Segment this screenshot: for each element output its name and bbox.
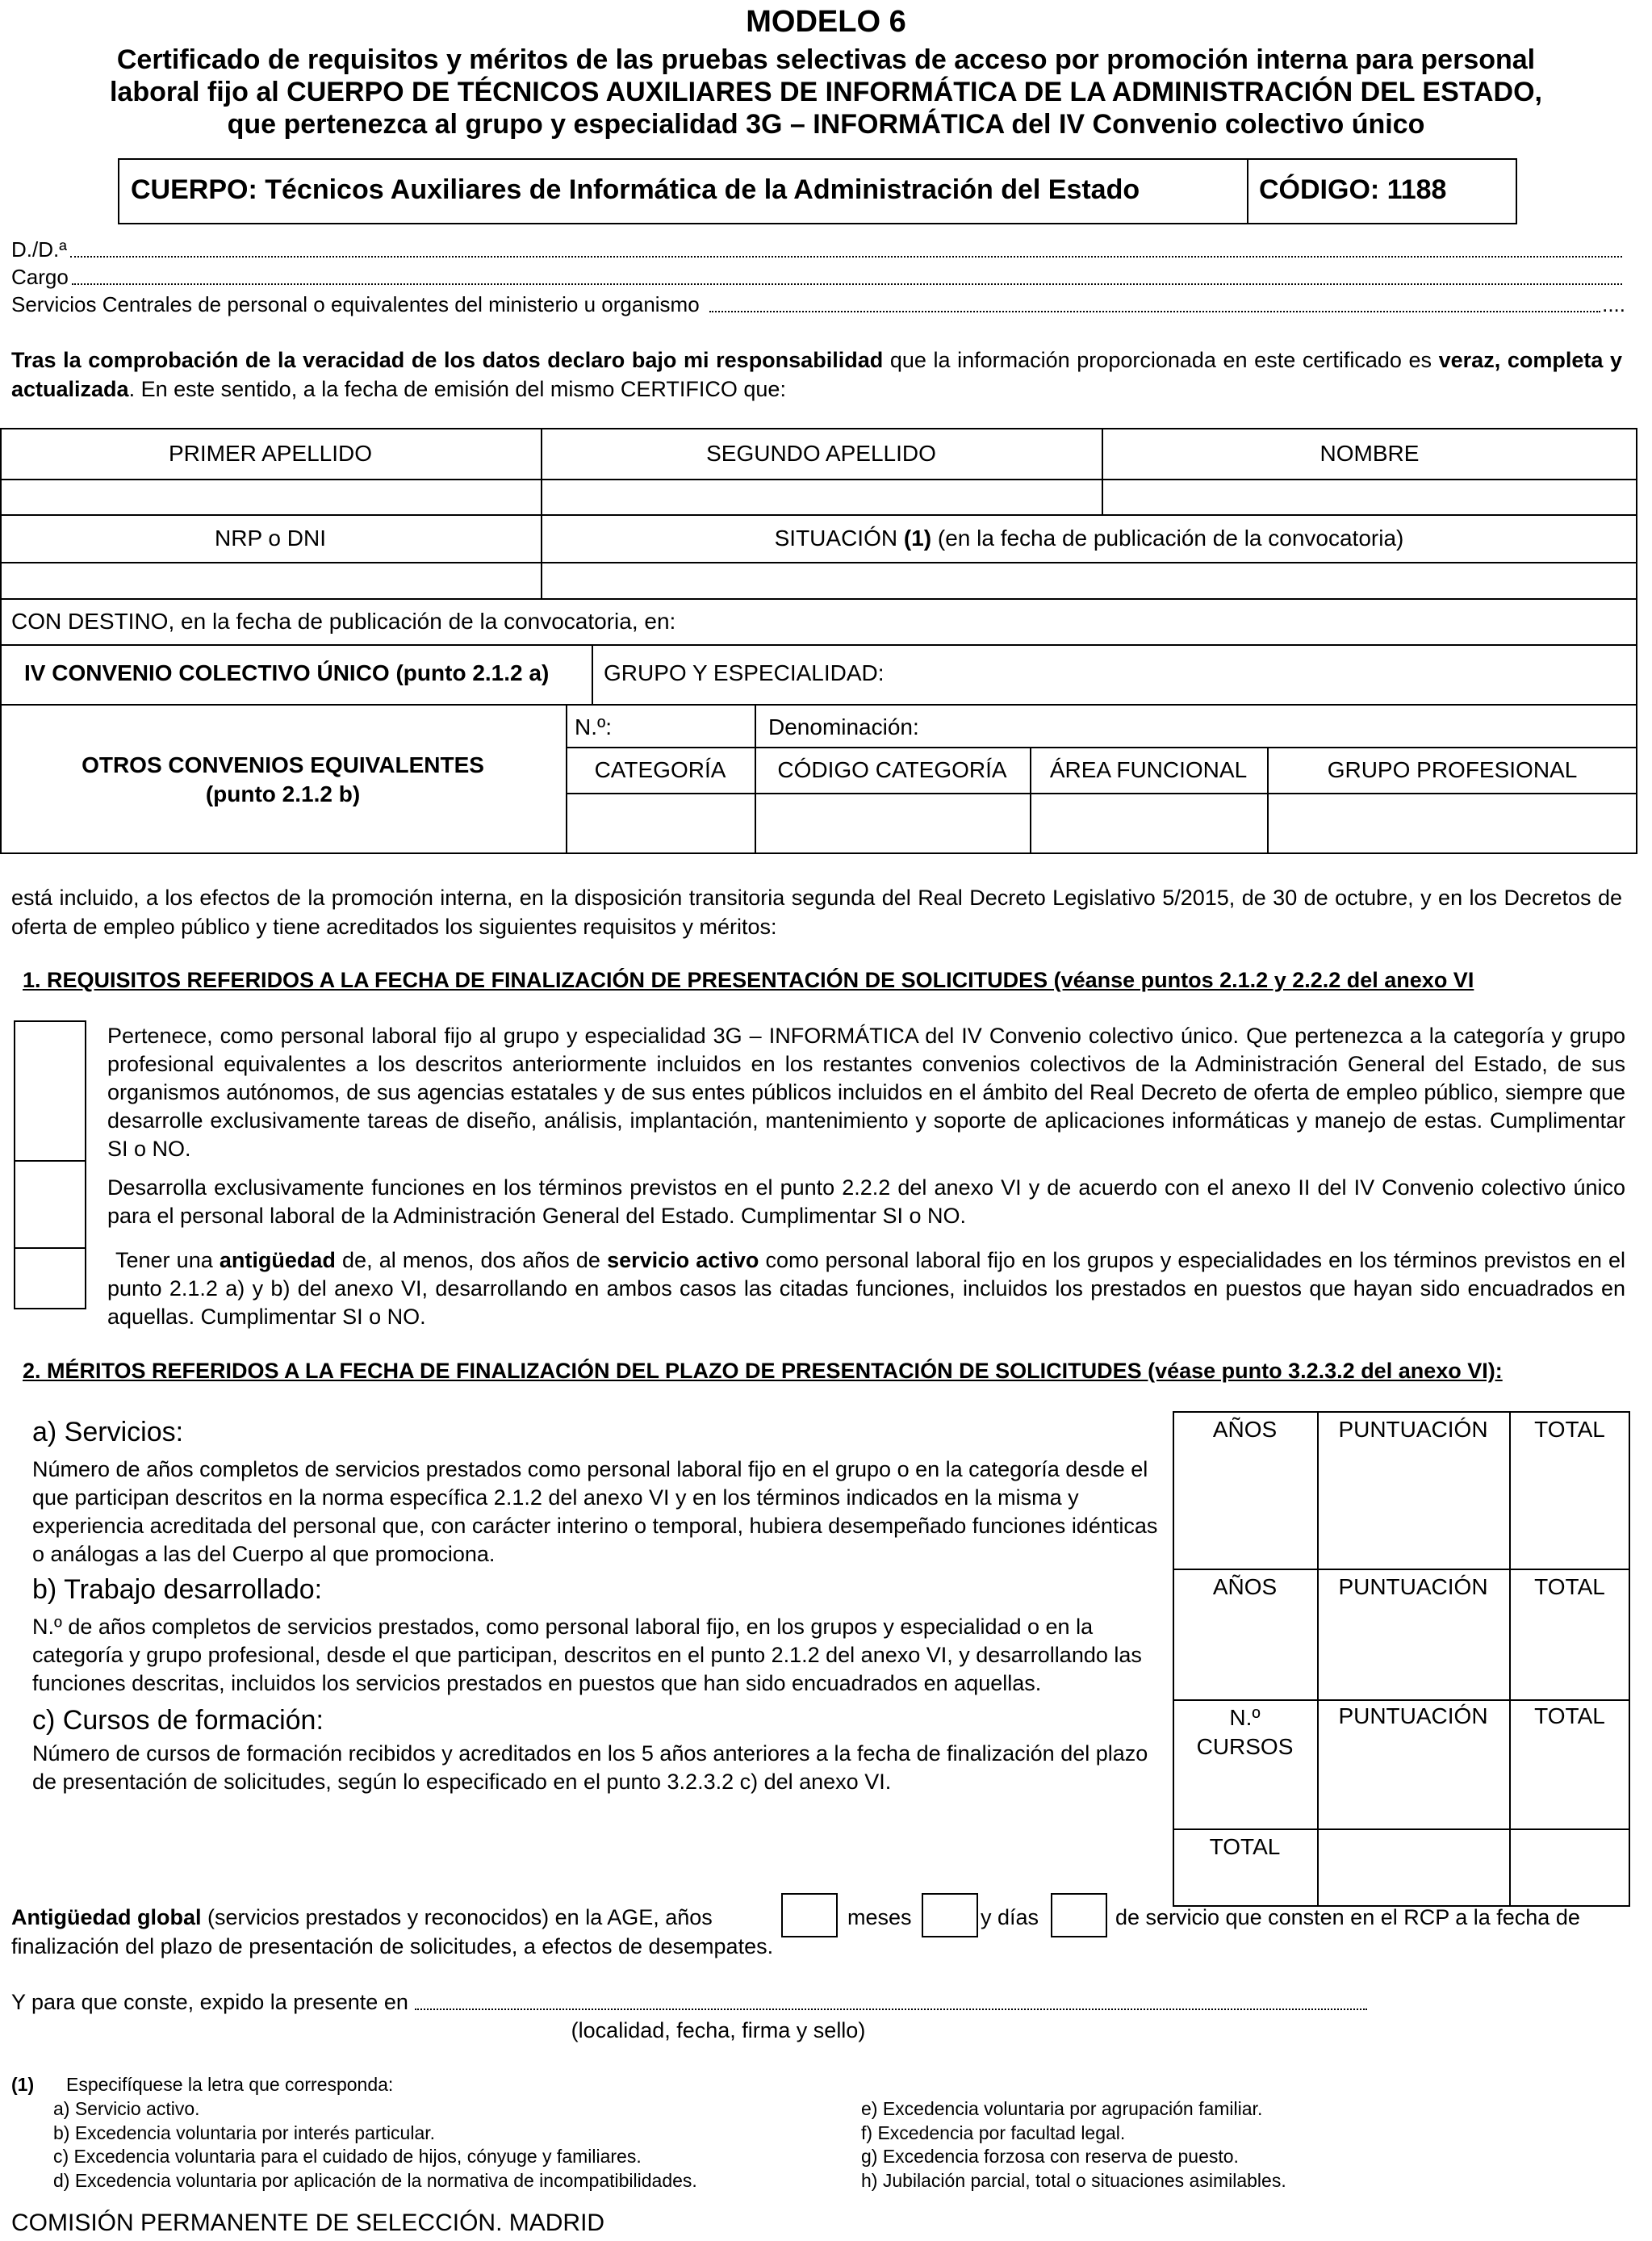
input-grupo-profesional[interactable] xyxy=(1269,794,1636,852)
input-segundo-apellido[interactable] xyxy=(542,480,1100,513)
field-servicios-label: Servicios Centrales de personal o equivalentes del ministerio u organismo xyxy=(11,292,700,316)
header-segundo-apellido: SEGUNDO APELLIDO xyxy=(706,440,936,466)
input-nrp-dni[interactable] xyxy=(2,563,539,597)
header-grupo-profesional: GRUPO PROFESIONAL xyxy=(1327,756,1578,782)
t1-vline-3 xyxy=(592,644,593,704)
req-3-part-a: Tener una xyxy=(115,1248,220,1272)
expido-label: Y para que conste, expido la presente en xyxy=(11,1990,408,2014)
req-1-checkbox[interactable] xyxy=(15,1022,85,1159)
a-puntuacion-input[interactable] xyxy=(1319,1449,1508,1567)
expido-dots xyxy=(415,2009,1367,2010)
input-codigo-categoria[interactable] xyxy=(756,794,1028,852)
merito-b-title: b) Trabajo desarrollado: xyxy=(32,1574,323,1605)
req-1-text: Pertenece, como personal laboral fijo al grupo y especialidad 3G – INFORMÁTICA del IV Convenio colectivo único. Que pertenezca a la categoría y grupo profesional equivalentes a los descritos anteriormente incluidos en los restantes convenios colectivos de la Administración General del Estado, de sus organismos autónomos, de sus agencias estatales y de sus entes públicos incluidos en el ámbito del Real Decreto de oferta de empleo público, siempre que desarrolle exclusivamente tareas de diseño, análisis, implantación, mantenimiento y soporte de aplicaciones informáticas y manejo de estas. Cumplimentar SI o NO. xyxy=(107,1024,1625,1161)
antiguedad-text-2: de servicio que consten en el RCP a la fecha de xyxy=(1115,1905,1580,1929)
field-dd-label: D./D.ª xyxy=(11,237,67,262)
footnote-number: (1) xyxy=(11,2074,35,2095)
grand-total-label: TOTAL xyxy=(1209,1834,1281,1859)
antiguedad-line-2: finalización del plazo de presentación de solicitudes, a efectos de desempates. xyxy=(11,1934,774,1958)
req-2-checkbox[interactable] xyxy=(15,1162,85,1246)
a-total-header: TOTAL xyxy=(1534,1417,1605,1442)
expido-field[interactable] xyxy=(11,1990,1367,2015)
footnote-item-h: h) Jubilación parcial, total o situaciones asimilables. xyxy=(861,2169,1286,2191)
merito-b-text: N.º de años completos de servicios prestados, como personal laboral fijo, en los grupos y especialidad o en la categoría y grupo profesional, desde el que participan, descritos en el punto 2.1.2 del anexo VI, y desarrollando las funciones descritas, incluidos los servicios prestados en puestos que han sido encuadrados en aquellas. xyxy=(32,1615,1142,1695)
otros-convenios-line-1: OTROS CONVENIOS EQUIVALENTES xyxy=(82,752,484,777)
merito-a-text: Número de años completos de servicios prestados como personal laboral fijo en el grupo o en la categoría desde el que participan descritos en la norma específica 2.1.2 del anexo VI y en los términos indicados en la misma y experiencia acreditada del personal que, con carácter interino o temporal, hubiera desempeñado funciones idénticas o análogas a las del Cuerpo al que promociona. xyxy=(32,1457,1158,1566)
c-puntuacion-header: PUNTUACIÓN xyxy=(1338,1703,1488,1728)
b-anos-header: AÑOS xyxy=(1212,1574,1278,1599)
c-n-cursos-line-1: N.º xyxy=(1229,1705,1261,1730)
antiguedad-bold: Antigüedad global xyxy=(11,1905,202,1929)
req-3-checkbox[interactable] xyxy=(15,1249,85,1308)
model-title: MODELO 6 xyxy=(746,5,906,39)
b-anos-input[interactable] xyxy=(1174,1606,1315,1698)
footnote-item-b: b) Excedencia voluntaria por interés particular. xyxy=(53,2122,436,2143)
grand-total-puntuacion-input[interactable] xyxy=(1319,1830,1508,1905)
situacion-footnote-ref: (1) xyxy=(903,525,932,551)
field-dd[interactable] xyxy=(11,237,1622,262)
input-categoria[interactable] xyxy=(567,794,753,852)
b-total-header: TOTAL xyxy=(1534,1574,1605,1599)
input-area-funcional[interactable] xyxy=(1031,794,1265,852)
antiguedad-meses-label: meses xyxy=(847,1905,912,1929)
header-nrp-dni: NRP o DNI xyxy=(215,525,326,551)
field-servicios-dots xyxy=(709,311,1600,312)
t1-line-4 xyxy=(0,598,1637,600)
field-servicios-tail: .... xyxy=(1602,292,1625,316)
antiguedad-dias-box[interactable] xyxy=(1051,1893,1107,1937)
antiguedad-meses-box[interactable] xyxy=(922,1893,978,1937)
situacion-detail: (en la fecha de publicación de la convocatoria) xyxy=(931,525,1404,551)
input-situacion[interactable] xyxy=(542,563,1636,597)
a-anos-header: AÑOS xyxy=(1212,1417,1278,1442)
header-primer-apellido: PRIMER APELLIDO xyxy=(168,440,373,466)
cuerpo-codigo: CÓDIGO: 1188 xyxy=(1259,174,1447,205)
header-nombre: NOMBRE xyxy=(1320,440,1420,466)
footnote-right-list xyxy=(861,2097,1286,2193)
header-codigo-categoria: CÓDIGO CATEGORÍA xyxy=(777,756,1007,782)
merito-a-title: a) Servicios: xyxy=(32,1417,184,1447)
footnote-item-e: e) Excedencia voluntaria por agrupación familiar. xyxy=(861,2098,1263,2119)
antiguedad-text-1: (servicios prestados y reconocidos) en la AGE, años xyxy=(201,1905,713,1929)
numero-label: N.º: xyxy=(575,714,613,739)
con-destino-label: CON DESTINO, en la fecha de publicación de la convocatoria, en: xyxy=(11,609,676,634)
declaration-text-2: . En este sentido, a la fecha de emisión del mismo CERTIFICO que: xyxy=(128,377,786,401)
document-title xyxy=(0,44,1652,140)
field-servicios[interactable] xyxy=(11,292,1625,317)
header-categoria: CATEGORÍA xyxy=(594,756,726,782)
req-3-part-e: como personal laboral fijo en los grupos y especialidades en los términos previstos en el punto 2.1.2 a) y b) del anexo VI, desarrollando en ambos casos las citadas funciones, incluidos los prestados en puestos que hayan sido encuadrados en aquellas. Cumplimentar SI o NO. xyxy=(107,1248,1626,1329)
declaration-text xyxy=(11,346,1622,404)
denominacion-label: Denominación: xyxy=(768,714,919,739)
section-1-heading: 1. REQUISITOS REFERIDOS A LA FECHA DE FINALIZACIÓN DE PRESENTACIÓN DE SOLICITUDES (véanse puntos 2.1.2 y 2.2.2 del anexo VI xyxy=(23,968,1474,992)
meritos-hline-2 xyxy=(1173,1699,1630,1701)
c-total-header: TOTAL xyxy=(1534,1703,1605,1728)
declaration-bold-1: Tras la comprobación de la veracidad de los datos declaro bajo mi responsabilidad xyxy=(11,348,884,372)
footnote-item-a: a) Servicio activo. xyxy=(53,2098,200,2119)
cuerpo-divider xyxy=(1247,158,1248,224)
b-puntuacion-header: PUNTUACIÓN xyxy=(1338,1574,1488,1599)
declaration-bold-2: veraz, completa y actualizada xyxy=(11,348,1622,401)
footnote-intro: Especifíquese la letra que corresponda: xyxy=(66,2074,394,2095)
incluido-text: está incluido, a los efectos de la promoción interna, en la disposición transitoria segunda del Real Decreto Legislativo 5/2015, de 30 de octubre, y en los Decretos de oferta de empleo público y tiene acreditados los siguientes requisitos y méritos: xyxy=(11,886,1622,939)
section-2-heading: 2. MÉRITOS REFERIDOS A LA FECHA DE FINALIZACIÓN DEL PLAZO DE PRESENTACIÓN DE SOLICITUDES (véase punto 3.2.3.2 del anexo VI): xyxy=(23,1359,1503,1383)
merito-c-text: Número de cursos de formación recibidos y acreditados en los 5 años anteriores a la fecha de finalización del plazo de presentación de solicitudes, según lo especificado en el punto 3.2.3.2 c) del anexo VI. xyxy=(32,1741,1148,1794)
field-cargo-dots xyxy=(72,283,1622,285)
req-3-part-c: de, al menos, dos años de xyxy=(335,1248,608,1272)
field-dd-dots xyxy=(70,256,1622,258)
antiguedad-anos-box[interactable] xyxy=(781,1893,838,1937)
field-cargo-label: Cargo xyxy=(11,265,69,289)
input-primer-apellido[interactable] xyxy=(2,480,539,513)
title-line-1: Certificado de requisitos y méritos de las pruebas selectivas de acceso por promoción interna para personal xyxy=(116,44,1536,75)
header-situacion xyxy=(541,514,1637,562)
footnote-item-f: f) Excedencia por facultad legal. xyxy=(861,2122,1126,2143)
otros-convenios-label xyxy=(0,751,566,809)
req-2-text: Desarrolla exclusivamente funciones en los términos previstos en el punto 2.2.2 del anexo VI y de acuerdo con el anexo II del IV Convenio colectivo único para el personal laboral de la Administración General del Estado. Cumplimentar SI o NO. xyxy=(107,1175,1625,1228)
expido-caption: (localidad, fecha, firma y sello) xyxy=(571,2018,866,2042)
b-total-input[interactable] xyxy=(1511,1606,1629,1698)
declaration-text-1: que la información proporcionada en este certificado es xyxy=(883,348,1439,372)
b-puntuacion-input[interactable] xyxy=(1319,1606,1508,1698)
antiguedad-line-1 xyxy=(11,1905,713,1930)
c-total-input[interactable] xyxy=(1511,1768,1629,1827)
req-3-servicio-activo: servicio activo xyxy=(607,1248,759,1272)
footnote-item-c: c) Excedencia voluntaria para el cuidado de hijos, cónyuge y familiares. xyxy=(53,2146,642,2167)
input-nombre[interactable] xyxy=(1103,480,1636,513)
merito-c-title: c) Cursos de formación: xyxy=(32,1705,324,1736)
c-cursos-input[interactable] xyxy=(1174,1768,1315,1827)
c-n-cursos-line-2: CURSOS xyxy=(1196,1734,1294,1759)
t1-line-5 xyxy=(0,644,1637,646)
situacion-label: SITUACIÓN xyxy=(774,525,904,551)
c-puntuacion-input[interactable] xyxy=(1319,1768,1508,1827)
title-line-2: laboral fijo al CUERPO DE TÉCNICOS AUXILIARES DE INFORMÁTICA DE LA ADMINISTRACIÓN DEL ESTADO, xyxy=(109,77,1543,107)
otros-convenios-line-2: (punto 2.1.2 b) xyxy=(205,781,361,806)
a-anos-input[interactable] xyxy=(1174,1449,1315,1567)
footnote-left-list xyxy=(53,2097,697,2193)
req-3-antiguedad: antigüedad xyxy=(219,1248,336,1272)
footnote-item-d: d) Excedencia voluntaria por aplicación de la normativa de incompatibilidades. xyxy=(53,2169,697,2191)
antiguedad-dias-label: y días xyxy=(981,1905,1039,1929)
grupo-especialidad-label: GRUPO Y ESPECIALIDAD: xyxy=(604,660,885,685)
a-total-input[interactable] xyxy=(1511,1449,1629,1567)
title-line-3: que pertenezca al grupo y especialidad 3G – INFORMÁTICA del IV Convenio colectivo único xyxy=(227,109,1425,140)
req-3-text xyxy=(107,1246,1625,1331)
grand-total-input[interactable] xyxy=(1511,1830,1629,1905)
footnote-item-g: g) Excedencia forzosa con reserva de puesto. xyxy=(861,2146,1239,2167)
header-area-funcional: ÁREA FUNCIONAL xyxy=(1049,756,1248,782)
c-n-cursos-header xyxy=(1173,1703,1317,1761)
field-cargo[interactable] xyxy=(11,265,1622,290)
footer-text: COMISIÓN PERMANENTE DE SELECCIÓN. MADRID xyxy=(11,2210,605,2236)
t1-line-6 xyxy=(0,704,1637,706)
iv-convenio-label: IV CONVENIO COLECTIVO ÚNICO (punto 2.1.2 a) xyxy=(24,660,550,685)
meritos-hline-1 xyxy=(1173,1569,1630,1570)
a-puntuacion-header: PUNTUACIÓN xyxy=(1338,1417,1488,1442)
cuerpo-name: CUERPO: Técnicos Auxiliares de Informática de la Administración del Estado xyxy=(131,174,1140,205)
